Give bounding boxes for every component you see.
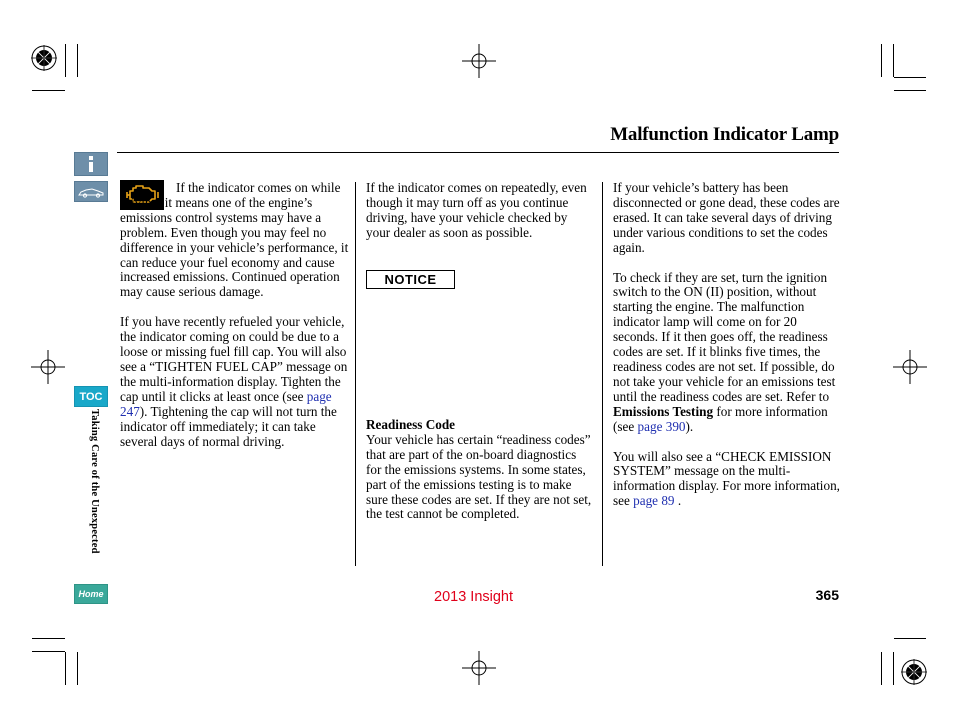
notice-label: NOTICE: [366, 270, 455, 289]
col2-paragraph-1: If the indicator comes on repeatedly, even though it may turn off as you continue driving, have your vehicle checked by your dealer as soon as possible.: [366, 180, 587, 240]
crosshair-icon: [893, 350, 927, 384]
col3-p2-text-a: To check if they are set, turn the ignition switch to the ON (II) position, without starting the engine. The malfunction indicator lamp will come on for 20 seconds. If it then goes off, the readiness codes are set. If it blinks five times, the readiness codes are not set. If possible, do not take your vehicle for an emissions test until the readiness codes are set. Refer to: [613, 269, 836, 404]
page-link[interactable]: page 247: [120, 388, 332, 419]
home-button[interactable]: [74, 584, 108, 604]
registration-mark-icon: [901, 659, 927, 685]
vehicle-tab[interactable]: [74, 181, 108, 202]
column-3: [613, 181, 841, 509]
col1-p2-text-a: If you have recently refueled your vehicle, the indicator coming on could be due to a loose or missing fuel fill cap. You will also see a “TIGHTEN FUEL CAP” message on the multi-information display. Tighten the cap until it clicks at least once (see: [120, 314, 348, 404]
car-icon: [77, 186, 105, 198]
page-number: 365: [815, 587, 839, 603]
info-icon: [86, 156, 96, 172]
col3-paragraph-1: If your vehicle’s battery has been disconnected or gone dead, these codes are erased. It can take several days of driving under various conditions to set the codes again.: [613, 180, 840, 255]
col3-p3-text-b: .: [677, 493, 682, 509]
footer-model: 2013 Insight: [434, 589, 514, 605]
col3-paragraph-3: [613, 450, 841, 510]
col3-p2-text-c: ).: [685, 418, 694, 434]
column-divider: [602, 182, 603, 566]
col3-paragraph-2: [613, 271, 841, 435]
page-link[interactable]: page 390: [637, 418, 686, 434]
col1-p2-text-b: ). Tightening the cap will not turn the indicator off immediately; it can take several days of normal driving.: [120, 403, 337, 449]
col3-p2-text-b: for more information (see: [613, 403, 828, 434]
crosshair-icon: [462, 44, 496, 78]
col1-p1-text: If the indicator comes on while driving, it means one of the engine’s emissions control systems may have a problem. Even though you may feel no difference in your vehicle’s performance, it can reduce your fuel economy and cause increased emissions. Continued operation may cause serious damage.: [120, 180, 349, 300]
col3-p2-bold: Emissions Testing: [613, 403, 714, 419]
toc-label: TOC: [79, 390, 103, 403]
title-rule: [117, 152, 839, 153]
column-1: [120, 181, 350, 449]
column-2: [366, 181, 594, 241]
col1-paragraph-2: [120, 315, 350, 449]
col1-paragraph-1: [120, 181, 350, 300]
column-divider: [355, 182, 356, 566]
registration-mark-icon: [31, 45, 57, 71]
crosshair-icon: [31, 350, 65, 384]
col3-p3-text-a: You will also see a “CHECK EMISSION SYSTEM” message on the multi-information display. For more information, see: [613, 448, 840, 509]
readiness-heading: Readiness Code: [366, 417, 456, 432]
readiness-section: [366, 418, 594, 522]
page-link[interactable]: page 89: [633, 493, 675, 509]
crosshair-icon: [462, 651, 496, 685]
page-title: Malfunction Indicator Lamp: [610, 124, 839, 145]
info-tab[interactable]: [74, 152, 108, 176]
toc-button[interactable]: [74, 386, 108, 407]
readiness-text: Your vehicle has certain “readiness codes” that are part of the on-board diagnostics for the emissions systems. In some states, part of the emissions testing is to make sure these codes are set. If they are not set, the test cannot be completed.: [366, 431, 592, 522]
section-title: Taking Care of the Unexpected: [89, 409, 100, 554]
home-label: Home: [78, 589, 104, 599]
